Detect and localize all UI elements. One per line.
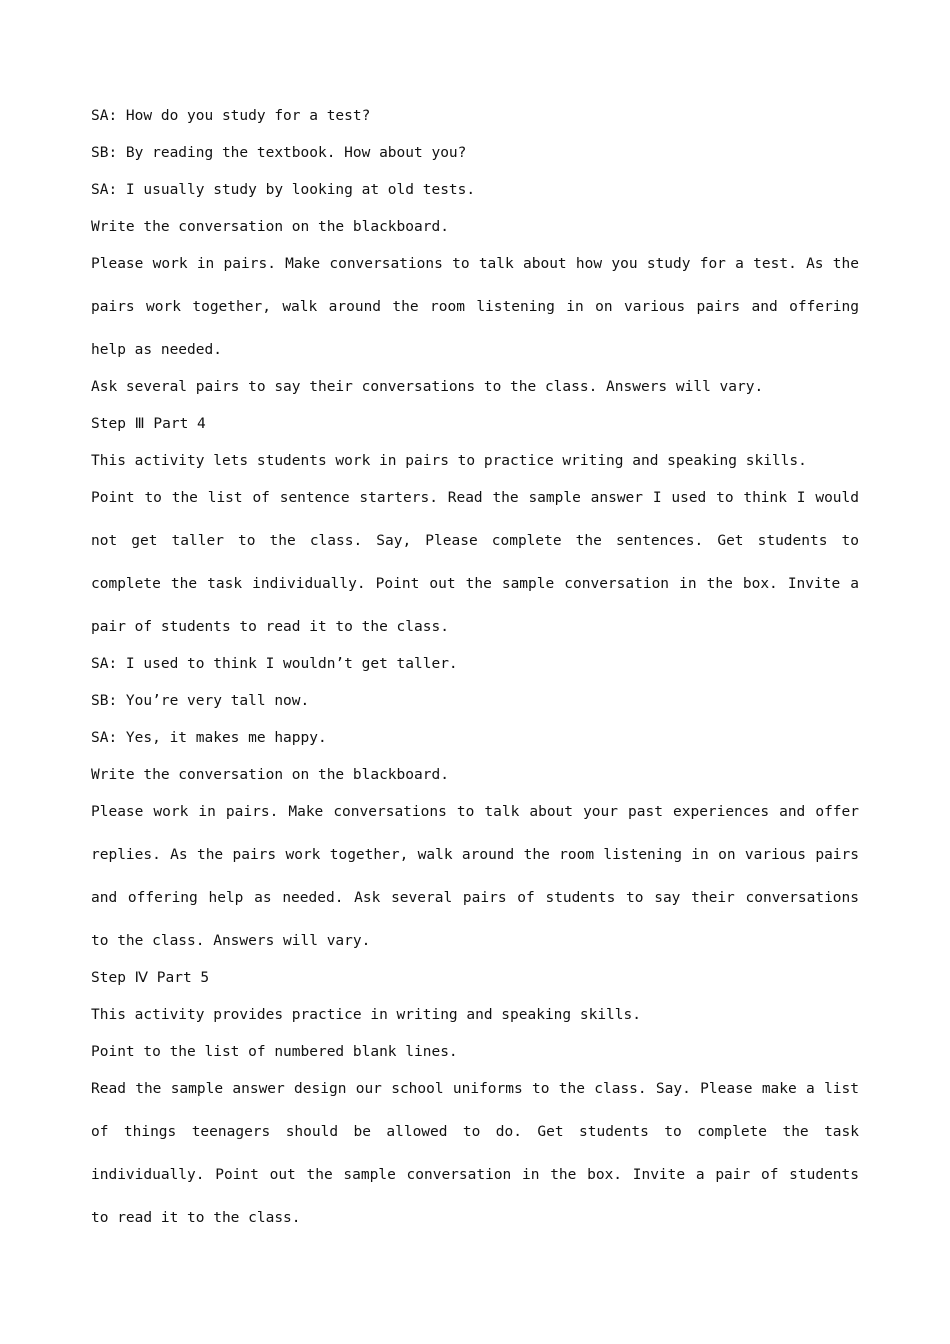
instruction-line: Write the conversation on the blackboard. <box>91 767 449 783</box>
instruction-line: This activity lets students work in pairs to practice writing and speaking skills. <box>91 453 807 469</box>
instruction-line: Point to the list of numbered blank lines. <box>91 1044 458 1060</box>
instruction-line: This activity provides practice in writing and speaking skills. <box>91 1007 641 1023</box>
instruction-paragraph: Point to the list of sentence starters. Read the sample answer I used to think I would not get taller to the class. Say, Please complete the sentences. Get students to complete the task individually. Point out the sample conversation in the box. Invite a pair of students to read it to the class. <box>91 490 859 635</box>
dialogue-line: SB: You’re very tall now. <box>91 693 310 709</box>
instruction-paragraph: Read the sample answer design our school uniforms to the class. Say. Please make a list of things teenagers should be allowed to do. Get students to complete the task individually. Point out the sample conversation in the box. Invite a pair of students to read it to the class. <box>91 1081 859 1226</box>
instruction-line: Write the conversation on the blackboard. <box>91 219 449 235</box>
instruction-paragraph: Please work in pairs. Make conversations to talk about how you study for a test. As the pairs work together, walk around the room listening in on various pairs and offering help as needed. <box>91 256 859 358</box>
step-heading: Step Ⅲ Part 4 <box>91 416 206 432</box>
dialogue-line: SA: Yes, it makes me happy. <box>91 730 327 746</box>
dialogue-line: SA: I usually study by looking at old tests. <box>91 182 476 198</box>
dialogue-line: SB: By reading the textbook. How about you? <box>91 145 467 161</box>
instruction-paragraph: Please work in pairs. Make conversations to talk about your past experiences and offer replies. As the pairs work together, walk around the room listening in on various pairs and offering help as needed. Ask several pairs of students to say their conversations to the class. Answers will vary. <box>91 804 859 949</box>
step-heading: Step Ⅳ Part 5 <box>91 970 210 986</box>
dialogue-line: SA: How do you study for a test? <box>91 108 371 124</box>
dialogue-line: SA: I used to think I wouldn’t get taller. <box>91 656 458 672</box>
document-page <box>91 98 859 1237</box>
instruction-line: Ask several pairs to say their conversations to the class. Answers will vary. <box>91 379 764 395</box>
